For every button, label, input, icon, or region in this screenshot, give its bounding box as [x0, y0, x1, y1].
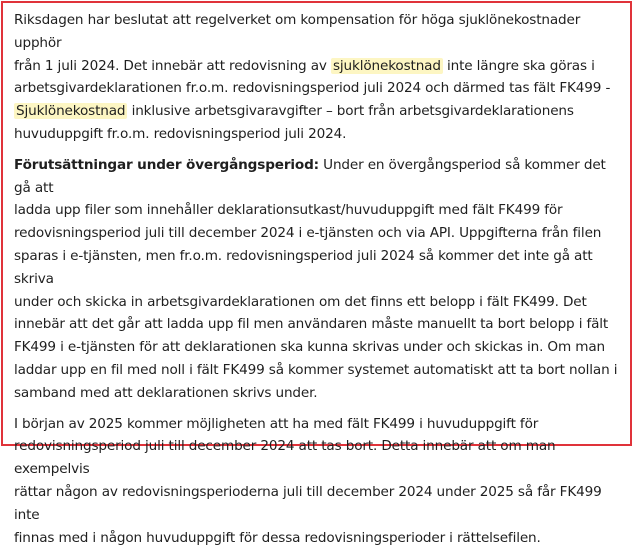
future-text: I början av 2025 kommer möjligheten att ha med fält FK499 i huvuduppgift för redovisningsperiod juli till december 2024 att tas bort. Detta innebär att om man exempelvis rättar någon av redovisningsperioderna juli till december 2024 under 2025 så får FK499 inte finnas med i någon huvuduppgift för dessa redovisningsperioder i rättelsefilen. [14, 415, 602, 546]
content-frame [1, 1, 632, 546]
paragraph-intro [14, 9, 624, 146]
article-body [14, 9, 624, 557]
highlight-term: sjuklönekostnad [332, 57, 441, 74]
intro-text-2: inte längre ska göras i arbetsgivardeklarationen fr.o.m. redovisningsperiod juli 2024 och därmed tas fält FK499 - [14, 57, 611, 97]
intro-text-3: inklusive arbetsgivaravgifter – bort från arbetsgivardeklarationens huvuduppgift fr.o.m. redovisningsperiod juli 2024. [14, 103, 574, 142]
paragraph-transition [14, 154, 624, 405]
intro-text-1: Riksdagen har beslutat att regelverket om kompensation för höga sjuklönekostnader upphör från 1 juli 2024. Det innebär att redovisning av [14, 12, 581, 74]
transition-heading: Förutsättningar under övergångsperiod: [14, 156, 319, 173]
paragraph-2025 [14, 413, 624, 550]
highlight-term: Sjuklönekostnad [16, 103, 126, 120]
transition-text: Under en övergångsperiod så kommer det gå att ladda upp filer som innehåller deklarationsutkast/huvuduppgift med fält FK499 för redovisningsperiod juli till december 2024 i e-tjänsten och via API. Uppgifterna från filen sparas i e-tjänsten, men fr.o.m. redovisningsperiod juli 2024 så kommer det inte gå att skriva under och skicka in arbetsgivardeklarationen om det finns ett belopp i fält FK499. Det innebär att det går att ladda upp fil men användaren måste manuellt ta bort belopp i fält FK499 i e-tjänsten för att deklarationen ska kunna skrivas under och skickas in. Om man laddar upp en fil med noll i fält FK499 så kommer systemet automatiskt att ta bort nollan i samband med att deklarationen skrivs under. [14, 156, 618, 401]
